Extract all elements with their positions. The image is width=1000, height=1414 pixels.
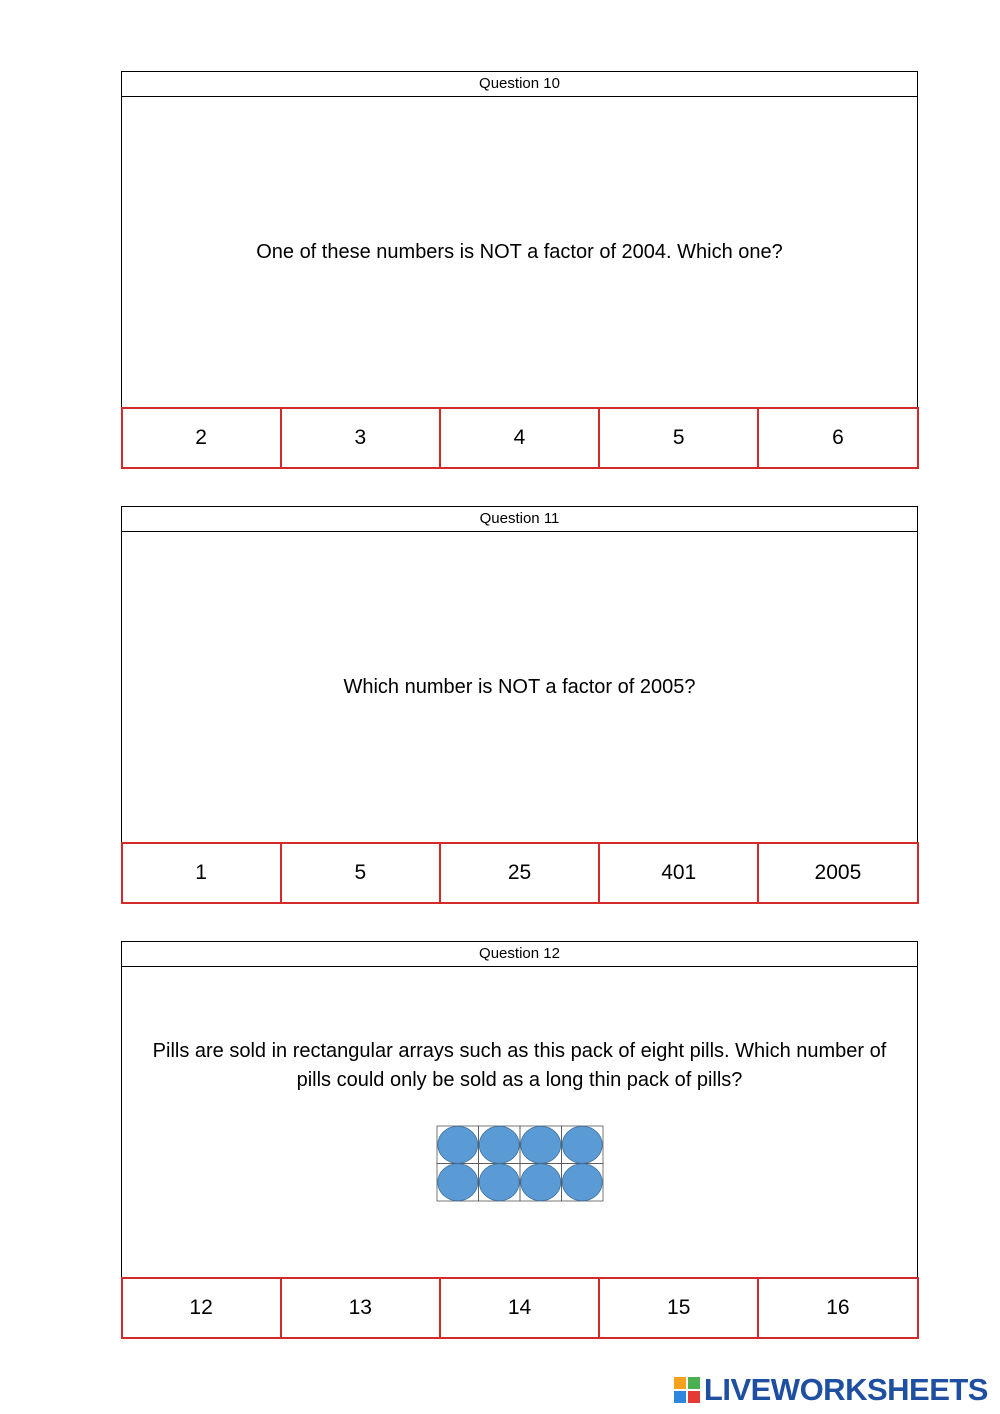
answer-option[interactable]: 14 [441,1279,600,1337]
answer-option[interactable]: 2 [123,409,282,467]
question-body [122,967,917,1277]
question-text: One of these numbers is NOT a factor of 2004. Which one? [256,240,783,263]
question-card-12 [121,941,918,1339]
pill [520,1126,560,1163]
answer-row [121,407,919,469]
question-text: Pills are sold in rectangular arrays such as this pack of eight pills. Which number of pills could only be sold as a long thin pack of pills? [152,1040,887,1091]
answer-option[interactable]: 5 [600,409,759,467]
pill [562,1126,602,1163]
pill [479,1126,519,1163]
liveworksheets-logo-icon [674,1377,700,1403]
question-header: Question 10 [122,72,917,97]
answer-option[interactable]: 16 [826,1296,850,1319]
answer-option[interactable]: 3 [282,409,441,467]
pill [562,1164,602,1201]
answer-option[interactable]: 401 [600,844,759,902]
pill-pack-svg [436,1125,604,1205]
answer-option[interactable]: 25 [441,844,600,902]
answer-option[interactable]: 5 [282,844,441,902]
pill-pack-illustration [436,1125,604,1203]
liveworksheets-logo [674,1372,988,1408]
question-card-10 [121,71,918,469]
answer-row [121,842,919,904]
question-header: Question 11 [122,507,917,532]
answer-option[interactable]: 2005 [814,861,862,884]
pill [437,1164,477,1201]
answer-option[interactable]: 6 [832,426,844,449]
answer-option[interactable]: 15 [600,1279,759,1337]
answer-option[interactable]: 12 [123,1279,282,1337]
answer-option[interactable]: 4 [441,409,600,467]
pill [520,1164,560,1201]
question-header: Question 12 [122,942,917,967]
pill [437,1126,477,1163]
question-card-11 [121,506,918,904]
logo-text: LIVEWORKSHEETS [703,1372,988,1407]
question-text: Which number is NOT a factor of 2005? [343,675,696,698]
answer-option[interactable]: 13 [282,1279,441,1337]
answer-option[interactable]: 1 [123,844,282,902]
pill [479,1164,519,1201]
answer-row [121,1277,919,1339]
